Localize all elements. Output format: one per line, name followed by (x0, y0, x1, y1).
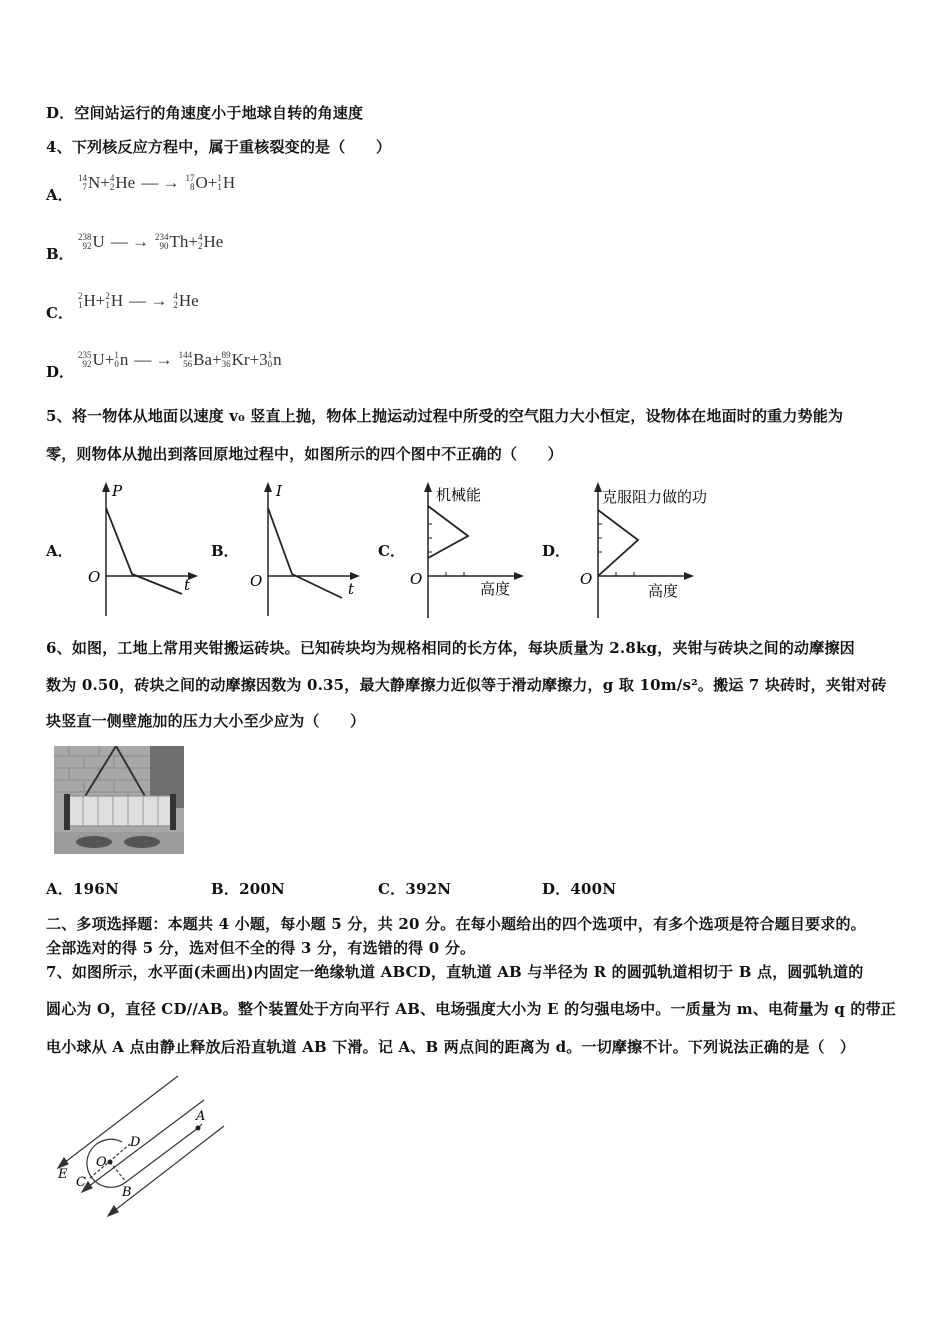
reaction-arrow: — → (110, 232, 150, 252)
mass-number: 1 (217, 173, 222, 184)
mass-number: 2 (78, 291, 83, 302)
mass-number: 144 (178, 350, 193, 361)
nuclide (110, 172, 135, 191)
atomic-number: 1 (105, 300, 110, 311)
atomic-number: 92 (82, 359, 92, 370)
nuclide (114, 349, 128, 368)
atomic-number: 1 (217, 182, 222, 193)
q7-point-d: D (130, 1135, 141, 1150)
atomic-number: 2 (109, 182, 115, 193)
q4-equation (78, 349, 282, 370)
q4-equation (78, 290, 199, 311)
plus-sign: + (188, 232, 199, 252)
q6-line-1: 6、如图，工地上常用夹钳搬运砖块。已知砖块均为规格相同的长方体，每块质量为 2.8kg，夹钳与砖块之间的动摩擦因 (46, 639, 855, 657)
atomic-number: 0 (267, 359, 273, 370)
q7-field-e: E (58, 1167, 68, 1182)
element-symbol: He (178, 291, 199, 311)
atomic-number: 1 (78, 300, 83, 311)
q5-graph-c (406, 480, 532, 620)
element-symbol: U (92, 232, 105, 252)
q4-equation (78, 231, 223, 252)
q7-point-o: O (96, 1155, 107, 1170)
q7-point-b: B (122, 1185, 132, 1200)
q5-graph-b-xlabel: t (348, 580, 355, 598)
q5-graph-d-label: D． (542, 542, 571, 560)
element-symbol: O (195, 173, 208, 193)
element-symbol: Th (169, 232, 189, 252)
nuclide (173, 290, 198, 309)
element-symbol: n (273, 350, 282, 370)
mass-number: 14 (78, 173, 87, 184)
coefficient: 3 (259, 350, 268, 370)
q4-option-label: C． (46, 304, 73, 322)
q7-point-c: C (76, 1175, 86, 1190)
q5-line-1: 5、将一物体从地面以速度 v₀ 竖直上抛，物体上抛运动过程中所受的空气阻力大小恒定，设物体在地面时的重力势能为 (46, 407, 844, 425)
atomic-number: 36 (221, 359, 231, 370)
mass-number: 89 (221, 350, 231, 361)
atomic-number: 0 (114, 359, 119, 370)
nuclide (105, 290, 123, 309)
nuclide (259, 349, 282, 368)
q7-point-a: A (196, 1109, 206, 1124)
q6-line-2: 数为 0.50，砖块之间的动摩擦因数为 0.35，最大静摩擦力近似等于滑动摩擦力，g 取 10m/s²。搬运 7 块砖时，夹钳对砖 (46, 676, 887, 694)
atomic-number: 92 (82, 241, 92, 252)
element-symbol: H (110, 291, 124, 311)
q5-graph-c-origin: O (410, 570, 423, 588)
q5-graph-a-label: A． (46, 542, 73, 560)
mass-number: 1 (267, 350, 273, 361)
element-symbol: H (83, 291, 96, 311)
q3-option-d: D．空间站运行的角速度小于地球自转的角速度 (46, 104, 364, 122)
q4-option-label: B． (46, 245, 74, 263)
atomic-number: 8 (189, 182, 195, 193)
element-symbol: He (203, 232, 224, 252)
atomic-number: 2 (173, 300, 178, 311)
plus-sign: + (212, 350, 222, 370)
nuclide (198, 231, 223, 250)
q5-graph-b-origin: O (250, 572, 263, 590)
atomic-number: 56 (183, 359, 193, 370)
section-2-line-2: 全部选对的得 5 分，选对但不全的得 3 分，有选错的得 0 分。 (46, 939, 476, 957)
q7-line-2: 圆心为 O，直径 CD//AB。整个装置处于方向平行 AB、电场强度大小为 E 的匀强电场中。一质量为 m、电荷量为 q 的带正 (46, 1000, 896, 1018)
element-symbol: n (119, 350, 129, 370)
q6-option-c: C．392N (378, 880, 452, 898)
nuclide (222, 349, 250, 368)
q5-graph-b-label: B． (211, 542, 239, 560)
q5-graph-b (246, 478, 366, 618)
q6-line-3: 块竖直一侧壁施加的压力大小至少应为（ ） (46, 712, 366, 730)
q6-option-a: A．196N (46, 880, 119, 898)
reaction-arrow: — → (129, 291, 168, 311)
nuclide (179, 349, 212, 368)
q5-graph-a-origin: O (88, 568, 101, 586)
nuclide (78, 290, 96, 309)
nuclide (217, 172, 235, 191)
mass-number: 4 (109, 173, 115, 184)
q4-equation (78, 172, 235, 193)
reaction-arrow: — → (141, 173, 180, 193)
q5-graph-d-ylabel: 克服阻力做的功 (602, 488, 708, 506)
mass-number: 234 (155, 232, 169, 243)
atomic-number: 90 (159, 241, 169, 252)
nuclide (78, 349, 105, 368)
mass-number: 235 (78, 350, 92, 361)
element-symbol: Kr (231, 350, 250, 370)
plus-sign: + (104, 350, 115, 370)
mass-number: 238 (78, 232, 92, 243)
q5-graph-d (576, 480, 732, 620)
q5-graph-c-label: C． (378, 542, 405, 560)
mass-number: 17 (185, 173, 195, 184)
plus-sign: + (249, 350, 260, 370)
q7-line-3: 电小球从 A 点由静止释放后沿直轨道 AB 下滑。记 A、B 两点间的距离为 d。一切摩擦不计。下列说法正确的是（ ） (46, 1038, 856, 1056)
q5-graph-a (84, 478, 204, 618)
atomic-number: 2 (198, 241, 203, 252)
section-2-line-1: 二、多项选择题：本题共 4 小题，每小题 5 分，共 20 分。在每小题给出的四个选项中，有多个选项是符合题目要求的。 (46, 915, 866, 933)
q5-graph-a-ylabel: P (112, 482, 123, 500)
q5-line-2: 零，则物体从抛出到落回原地过程中，如图所示的四个图中不正确的（ ） (46, 445, 563, 463)
nuclide (185, 172, 207, 191)
q4-option-label: A． (46, 186, 73, 204)
plus-sign: + (95, 291, 106, 311)
mass-number: 4 (173, 291, 178, 302)
plus-sign: + (207, 173, 218, 193)
atomic-number: 7 (82, 182, 87, 193)
q5-graph-d-origin: O (580, 570, 593, 588)
element-symbol: N (88, 173, 101, 193)
nuclide (155, 231, 188, 250)
q7-field-diagram (54, 1070, 234, 1220)
nuclide (78, 231, 105, 250)
mass-number: 2 (105, 291, 110, 302)
q6-option-d: D．400N (542, 880, 617, 898)
q4-option-label: D． (46, 363, 75, 381)
brick-clamp-photo (54, 746, 184, 854)
q5-graph-c-ylabel: 机械能 (436, 486, 482, 504)
nuclide (78, 172, 100, 191)
reaction-arrow: — → (134, 350, 173, 370)
q7-line-1: 7、如图所示，水平面(未画出)内固定一绝缘轨道 ABCD，直轨道 AB 与半径为 R 的圆弧轨道相切于 B 点，圆弧轨道的 (46, 963, 864, 981)
element-symbol: U (92, 350, 105, 370)
element-symbol: H (222, 173, 236, 193)
mass-number: 4 (198, 232, 203, 243)
element-symbol: He (115, 173, 136, 193)
q5-graph-a-xlabel: t (184, 576, 191, 594)
mass-number: 1 (114, 350, 119, 361)
plus-sign: + (100, 173, 110, 193)
q6-option-b: B．200N (211, 880, 285, 898)
q5-graph-b-ylabel: I (276, 482, 282, 500)
element-symbol: Ba (193, 350, 213, 370)
q4-stem: 4、下列核反应方程中，属于重核裂变的是（ ） (46, 138, 392, 156)
q5-graph-c-xlabel: 高度 (480, 580, 511, 598)
q5-graph-d-xlabel: 高度 (648, 582, 679, 600)
